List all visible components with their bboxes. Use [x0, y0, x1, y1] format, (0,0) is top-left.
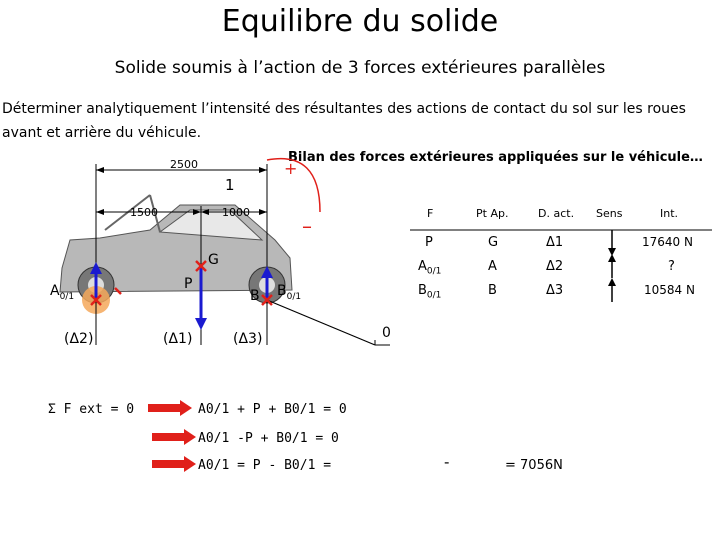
plus-sign: + — [284, 159, 298, 178]
page-subtitle: Solide soumis à l’action de 3 forces extérieures parallèles — [114, 58, 606, 78]
equation-3-dash: - — [444, 453, 450, 471]
table-row-P-point: G — [488, 235, 499, 250]
dim-1500: 1500 — [130, 206, 158, 219]
equation-2: A0/1 -P + B0/1 = 0 — [198, 431, 339, 446]
table-header-sens: Sens — [596, 207, 623, 220]
equation-3: A0/1 = P - B0/1 = — [198, 458, 332, 473]
intro-line-2: avant et arrière du véhicule. — [2, 125, 202, 141]
table-row-P-force: P — [425, 235, 433, 250]
table-row-B-line: Δ3 — [546, 283, 564, 298]
table-row-P-intensity: 17640 N — [642, 235, 693, 249]
moment-label: 1 — [225, 176, 235, 194]
line-delta-2: (Δ2) — [64, 331, 94, 347]
bilan-title: Bilan des forces extérieures appliquées sur le véhicule… — [288, 150, 703, 165]
line-delta-3: (Δ3) — [233, 331, 263, 347]
minus-sign: – — [302, 214, 312, 238]
sum-forces-label: Σ F ext = 0 — [48, 402, 135, 417]
table-header-F: F — [427, 207, 434, 220]
label-G: G — [208, 252, 219, 268]
dim-2500: 2500 — [170, 158, 198, 171]
intro-line-1: Déterminer analytiquement l’intensité des résultantes des actions de contact du sol sur les roues — [2, 101, 686, 117]
label-B: B — [250, 288, 260, 304]
table-row-A-point: A — [488, 259, 497, 274]
table-row-A-line: Δ2 — [546, 259, 564, 274]
equation-arrows — [148, 400, 196, 472]
table-row-P-line: Δ1 — [546, 235, 564, 250]
table-row-B-intensity: 10584 N — [644, 283, 695, 297]
dim-1000: 1000 — [222, 206, 250, 219]
page-title: Equilibre du solide — [221, 4, 499, 39]
table-row-B-point: B — [488, 283, 497, 298]
label-0: 0 — [382, 325, 391, 341]
label-P: P — [184, 276, 193, 292]
label-B01: $B_{0/1}$ — [277, 283, 302, 302]
equation-1: A0/1 + P + B0/1 = 0 — [198, 402, 347, 417]
table-header-intensity: Int. — [660, 207, 679, 220]
table-row-A-intensity: ? — [668, 259, 675, 274]
line-delta-1: (Δ1) — [163, 331, 193, 347]
forces-table — [410, 205, 715, 305]
table-row-B-force: $B_{0/1}$ — [418, 283, 442, 301]
equation-3-result: = 7056N — [505, 458, 563, 473]
table-row-A-force: $A_{0/1}$ — [418, 259, 442, 277]
table-header-point: Pt Ap. — [476, 207, 509, 220]
label-A01: $A_{0/1}$ — [50, 283, 75, 302]
table-header-line: D. act. — [538, 207, 575, 220]
